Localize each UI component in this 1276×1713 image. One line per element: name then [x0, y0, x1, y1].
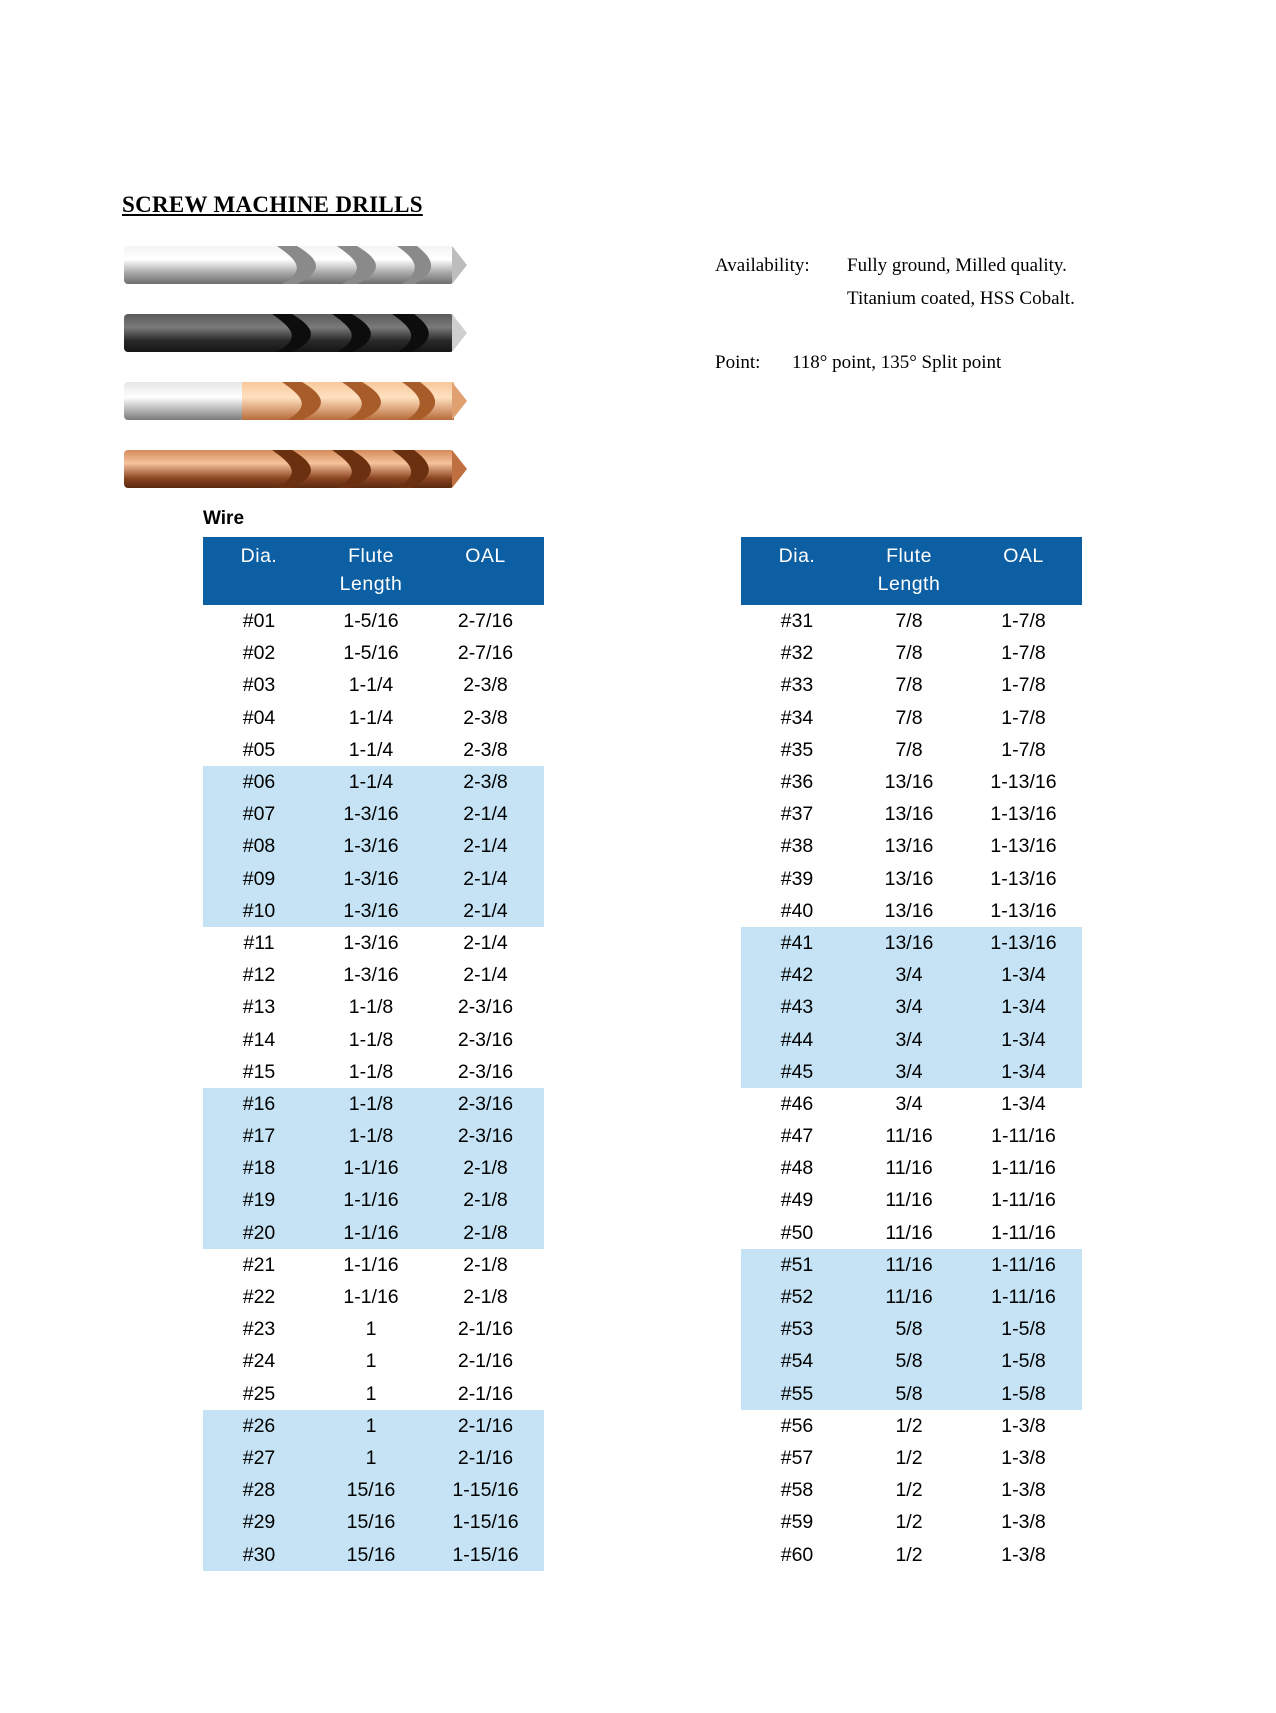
cell-dia: #20: [203, 1217, 315, 1249]
table-row: [203, 1088, 544, 1120]
cell-oal: 2-1/8: [427, 1152, 544, 1184]
cell-flute-length: 11/16: [885, 1125, 933, 1148]
cell-dia: #19: [203, 1184, 315, 1216]
cell-oal: 2-1/16: [427, 1442, 544, 1474]
cell-dia: #56: [780, 1414, 814, 1437]
cell-flute-length: 1: [365, 1382, 377, 1405]
bright-drill-icon: [122, 240, 467, 290]
cell-oal: 1-11/16: [965, 1281, 1082, 1313]
cell-oal: 1-13/16: [990, 835, 1057, 858]
cell-oal: 1-5/8: [965, 1378, 1082, 1410]
cell-dia: #12: [242, 964, 276, 987]
table-row: [203, 1474, 544, 1506]
section-label: Wire: [203, 508, 245, 529]
cell-flute-length: 1/2: [895, 1511, 923, 1534]
table-row: [741, 991, 1082, 1023]
cell-flute-length: 1-1/8: [348, 1028, 394, 1051]
cell-oal: 2-3/8: [463, 738, 508, 761]
table-row: [203, 991, 544, 1023]
cell-flute-length: 1: [365, 1350, 377, 1373]
cell-oal: 1-15/16: [427, 1474, 544, 1506]
cell-oal: 2-7/16: [457, 610, 514, 633]
cell-dia: #07: [203, 798, 315, 830]
cell-flute-length: 1-3/16: [315, 830, 427, 862]
cell-dia: #24: [242, 1350, 276, 1373]
cell-flute-length: 11/16: [885, 1157, 933, 1180]
table-row: [741, 798, 1082, 830]
cell-flute-length: 1-1/4: [348, 674, 394, 697]
cell-dia: #25: [242, 1382, 276, 1405]
table-row: [203, 766, 544, 798]
cell-oal: 1-11/16: [991, 1221, 1056, 1244]
table-row: [203, 1120, 544, 1152]
table-row: [203, 895, 544, 927]
cell-flute-length: 15/16: [315, 1538, 427, 1570]
cell-dia: #35: [780, 738, 814, 761]
cell-oal: 2-3/8: [463, 706, 508, 729]
cell-flute-length: 7/8: [895, 674, 923, 697]
cell-oal: 1-3/8: [1001, 1543, 1046, 1566]
cell-oal: 2-1/16: [457, 1382, 514, 1405]
cell-flute-length: 11/16: [885, 1189, 933, 1212]
cell-dia: #31: [780, 610, 814, 633]
cell-dia: #28: [203, 1474, 315, 1506]
cell-oal: 1-7/8: [1001, 642, 1046, 665]
cell-dia: #29: [203, 1506, 315, 1538]
cell-dia: #11: [243, 931, 275, 954]
cell-flute-length: 11/16: [853, 1249, 965, 1281]
table-row: [741, 1152, 1082, 1184]
cell-oal: 1-13/16: [990, 771, 1057, 794]
cell-dia: #60: [780, 1543, 814, 1566]
table-row: [741, 1345, 1082, 1377]
cell-oal: 2-3/16: [457, 1060, 514, 1083]
cell-dia: #41: [741, 927, 853, 959]
header-flute-length: Flute Length: [853, 537, 965, 605]
cell-flute-length: 7/8: [895, 642, 923, 665]
cell-dia: #34: [780, 706, 814, 729]
cell-flute-length: 1: [315, 1410, 427, 1442]
table-row: [203, 798, 544, 830]
table-row: [203, 637, 544, 669]
cell-flute-length: 1-1/8: [348, 996, 394, 1019]
table-row: [741, 734, 1082, 766]
availability-line-2: Titanium coated, HSS Cobalt.: [847, 288, 1075, 309]
availability-line-1: Fully ground, Milled quality.: [847, 255, 1067, 276]
cell-dia: #45: [741, 1056, 853, 1088]
availability-label: Availability:: [715, 255, 810, 276]
cell-flute-length: 1/2: [895, 1414, 923, 1437]
cell-dia: #55: [741, 1378, 853, 1410]
table-row: [203, 1410, 544, 1442]
cell-oal: 1-15/16: [427, 1538, 544, 1570]
cell-flute-length: 13/16: [853, 927, 965, 959]
cell-flute-length: 7/8: [895, 610, 923, 633]
cell-dia: #17: [203, 1120, 315, 1152]
table-row: [741, 863, 1082, 895]
cell-flute-length: 1-3/16: [315, 798, 427, 830]
table-row: [741, 927, 1082, 959]
cell-flute-length: 1-3/16: [343, 931, 399, 954]
cell-oal: 1-11/16: [991, 1189, 1056, 1212]
cell-flute-length: 1-1/8: [315, 1088, 427, 1120]
cell-flute-length: 1-5/16: [343, 642, 399, 665]
cell-flute-length: 3/4: [853, 1023, 965, 1055]
cell-oal: 2-3/16: [427, 1088, 544, 1120]
cell-dia: #13: [242, 996, 276, 1019]
table-row: [203, 1249, 544, 1281]
cell-dia: #37: [780, 803, 814, 826]
cell-dia: #27: [203, 1442, 315, 1474]
cell-oal: 1-13/16: [990, 867, 1057, 890]
cell-dia: #57: [780, 1446, 814, 1469]
cell-oal: 1-3/4: [1001, 1092, 1046, 1115]
cell-oal: 1-7/8: [1001, 738, 1046, 761]
cell-oal: 2-1/8: [427, 1217, 544, 1249]
cell-flute-length: 13/16: [884, 835, 934, 858]
table-row: [203, 1442, 544, 1474]
table-row: [203, 1506, 544, 1538]
cell-flute-length: 1-1/16: [315, 1152, 427, 1184]
cell-oal: 2-1/16: [457, 1350, 514, 1373]
table-row: [203, 830, 544, 862]
table-row: [203, 959, 544, 991]
cell-dia: #04: [242, 706, 276, 729]
black-oxide-drill-icon: [122, 308, 467, 358]
cell-oal: 1-15/16: [427, 1506, 544, 1538]
table-row: [741, 1249, 1082, 1281]
cell-flute-length: 13/16: [884, 803, 934, 826]
cell-oal: 1-11/16: [965, 1249, 1082, 1281]
cell-oal: 1-11/16: [991, 1125, 1056, 1148]
cell-flute-length: 5/8: [853, 1378, 965, 1410]
cell-dia: #21: [242, 1253, 276, 1276]
table-header-row: [741, 537, 1082, 605]
cell-dia: #05: [242, 738, 276, 761]
cell-dia: #06: [203, 766, 315, 798]
cell-flute-length: 13/16: [884, 771, 934, 794]
table-row: [203, 734, 544, 766]
table-row: [741, 1023, 1082, 1055]
cell-flute-length: 1: [365, 1318, 377, 1341]
cell-dia: #42: [741, 959, 853, 991]
cell-oal: 1-5/8: [965, 1313, 1082, 1345]
table-row: [741, 1378, 1082, 1410]
table-row: [203, 1217, 544, 1249]
cell-flute-length: 1-1/4: [348, 706, 394, 729]
cell-flute-length: 1-1/16: [315, 1184, 427, 1216]
cell-flute-length: 3/4: [895, 1092, 923, 1115]
cell-flute-length: 1-1/4: [348, 738, 394, 761]
cell-oal: 2-7/16: [457, 642, 514, 665]
gold-point-drill-icon: [122, 376, 467, 426]
cell-dia: #59: [780, 1511, 814, 1534]
table-row: [203, 1056, 544, 1088]
table-row: [203, 927, 544, 959]
cell-dia: #02: [242, 642, 276, 665]
table-row: [741, 1506, 1082, 1538]
cell-dia: #33: [780, 674, 814, 697]
cell-flute-length: 7/8: [895, 738, 923, 761]
cell-oal: 1-5/8: [965, 1345, 1082, 1377]
cell-oal: 2-1/8: [463, 1286, 508, 1309]
cell-flute-length: 1-3/16: [315, 895, 427, 927]
table-row: [203, 702, 544, 734]
table-row: [741, 1474, 1082, 1506]
cell-flute-length: 1/2: [895, 1446, 923, 1469]
table-row: [203, 1152, 544, 1184]
table-row: [741, 1313, 1082, 1345]
table-row: [741, 669, 1082, 701]
table-row: [741, 1442, 1082, 1474]
cell-oal: 2-1/4: [427, 830, 544, 862]
cell-flute-length: 1: [315, 1442, 427, 1474]
table-body: [203, 605, 544, 1571]
cell-oal: 1-7/8: [1001, 674, 1046, 697]
table-row: [203, 1378, 544, 1410]
table-row: [203, 863, 544, 895]
header-flute-length: Flute Length: [315, 537, 427, 605]
wire-table-2: [741, 537, 1082, 1571]
cell-flute-length: 11/16: [853, 1281, 965, 1313]
cell-dia: #40: [780, 899, 814, 922]
table-row: [741, 1217, 1082, 1249]
cell-dia: #16: [203, 1088, 315, 1120]
cell-flute-length: 1/2: [895, 1479, 923, 1502]
cell-flute-length: 1-1/16: [315, 1217, 427, 1249]
table-row: [203, 669, 544, 701]
cell-flute-length: 1-3/16: [343, 964, 399, 987]
table-row: [203, 1281, 544, 1313]
table-row: [741, 605, 1082, 637]
table-row: [741, 637, 1082, 669]
cell-oal: 1-7/8: [1001, 610, 1046, 633]
header-dia: Dia.: [203, 537, 315, 605]
cell-dia: #22: [242, 1286, 276, 1309]
table-row: [203, 1023, 544, 1055]
cell-flute-length: 1/2: [895, 1543, 923, 1566]
cell-flute-length: 3/4: [853, 991, 965, 1023]
cell-dia: #32: [780, 642, 814, 665]
cell-flute-length: 13/16: [884, 867, 934, 890]
cell-flute-length: 15/16: [315, 1506, 427, 1538]
table-row: [741, 702, 1082, 734]
table-body: [741, 605, 1082, 1571]
table-row: [741, 1120, 1082, 1152]
cell-dia: #39: [780, 867, 814, 890]
cell-oal: 2-1/16: [427, 1410, 544, 1442]
cell-flute-length: 15/16: [315, 1474, 427, 1506]
cell-oal: 2-3/16: [457, 1028, 514, 1051]
cell-dia: #30: [203, 1538, 315, 1570]
table-row: [741, 895, 1082, 927]
cell-oal: 2-1/4: [427, 863, 544, 895]
cell-dia: #51: [741, 1249, 853, 1281]
point-label: Point:: [715, 352, 761, 373]
point-value: 118° point, 135° Split point: [792, 352, 1002, 373]
cell-flute-length: 7/8: [895, 706, 923, 729]
cell-dia: #52: [741, 1281, 853, 1313]
cell-oal: 2-3/16: [427, 1120, 544, 1152]
cell-oal: 2-3/8: [463, 674, 508, 697]
cell-oal: 1-3/8: [1001, 1414, 1046, 1437]
cell-oal: 2-1/4: [427, 798, 544, 830]
cell-oal: 1-3/8: [1001, 1446, 1046, 1469]
cell-oal: 1-13/16: [990, 899, 1057, 922]
cell-dia: #01: [242, 610, 276, 633]
header-oal: OAL: [427, 537, 544, 605]
cell-dia: #09: [203, 863, 315, 895]
table-row: [203, 1538, 544, 1570]
cell-flute-length: 1-1/8: [315, 1120, 427, 1152]
cell-oal: 2-1/16: [457, 1318, 514, 1341]
cell-oal: 1-13/16: [965, 927, 1082, 959]
drill-images: [122, 240, 467, 498]
cell-flute-length: 3/4: [853, 959, 965, 991]
cell-flute-length: 3/4: [853, 1056, 965, 1088]
wire-table-1: [203, 537, 544, 1571]
table-row: [741, 1056, 1082, 1088]
cell-oal: 2-3/8: [427, 766, 544, 798]
table-row: [203, 1345, 544, 1377]
cell-dia: #43: [741, 991, 853, 1023]
cell-oal: 1-3/4: [965, 959, 1082, 991]
cell-flute-length: 1-1/16: [343, 1286, 399, 1309]
table-row: [741, 830, 1082, 862]
table-row: [741, 1410, 1082, 1442]
table-row: [741, 1184, 1082, 1216]
header-oal: OAL: [965, 537, 1082, 605]
cell-flute-length: 1-1/4: [315, 766, 427, 798]
cell-oal: 1-3/4: [965, 1056, 1082, 1088]
cell-flute-length: 1-1/16: [343, 1253, 399, 1276]
cell-dia: #10: [203, 895, 315, 927]
cell-oal: 1-13/16: [990, 803, 1057, 826]
cell-dia: #50: [780, 1221, 814, 1244]
cell-dia: #44: [741, 1023, 853, 1055]
cell-oal: 1-11/16: [991, 1157, 1056, 1180]
table-row: [741, 1088, 1082, 1120]
cell-oal: 1-3/4: [965, 1023, 1082, 1055]
cell-dia: #23: [242, 1318, 276, 1341]
cell-oal: 1-3/8: [1001, 1511, 1046, 1534]
cell-flute-length: 5/8: [853, 1345, 965, 1377]
cell-dia: #14: [242, 1028, 276, 1051]
cell-dia: #38: [780, 835, 814, 858]
cell-dia: #47: [780, 1125, 814, 1148]
page-title: SCREW MACHINE DRILLS: [122, 192, 423, 217]
cell-flute-length: 1-3/16: [315, 863, 427, 895]
table-row: [741, 1281, 1082, 1313]
cell-flute-length: 1-1/8: [348, 1060, 394, 1083]
table-row: [203, 1313, 544, 1345]
cell-oal: 2-1/4: [427, 895, 544, 927]
header-dia: Dia.: [741, 537, 853, 605]
cell-oal: 1-7/8: [1001, 706, 1046, 729]
cell-oal: 2-1/4: [463, 931, 508, 954]
cell-flute-length: 13/16: [884, 899, 934, 922]
bronze-drill-icon: [122, 444, 467, 494]
cell-dia: #26: [203, 1410, 315, 1442]
cell-dia: #46: [780, 1092, 814, 1115]
cell-flute-length: 1-5/16: [343, 610, 399, 633]
cell-oal: 2-1/4: [463, 964, 508, 987]
cell-dia: #53: [741, 1313, 853, 1345]
cell-oal: 2-3/16: [457, 996, 514, 1019]
table-row: [203, 605, 544, 637]
table-header-row: [203, 537, 544, 605]
cell-dia: #54: [741, 1345, 853, 1377]
cell-dia: #36: [780, 771, 814, 794]
cell-dia: #58: [780, 1479, 814, 1502]
cell-dia: #18: [203, 1152, 315, 1184]
cell-oal: 1-3/4: [965, 991, 1082, 1023]
cell-dia: #08: [203, 830, 315, 862]
cell-oal: 2-1/8: [427, 1184, 544, 1216]
cell-dia: #49: [780, 1189, 814, 1212]
cell-flute-length: 11/16: [885, 1221, 933, 1244]
cell-flute-length: 5/8: [853, 1313, 965, 1345]
cell-dia: #03: [242, 674, 276, 697]
cell-oal: 1-3/8: [1001, 1479, 1046, 1502]
cell-oal: 2-1/8: [463, 1253, 508, 1276]
table-row: [741, 959, 1082, 991]
table-row: [203, 1184, 544, 1216]
table-row: [741, 766, 1082, 798]
table-row: [741, 1538, 1082, 1570]
cell-dia: #48: [780, 1157, 814, 1180]
cell-dia: #15: [242, 1060, 276, 1083]
